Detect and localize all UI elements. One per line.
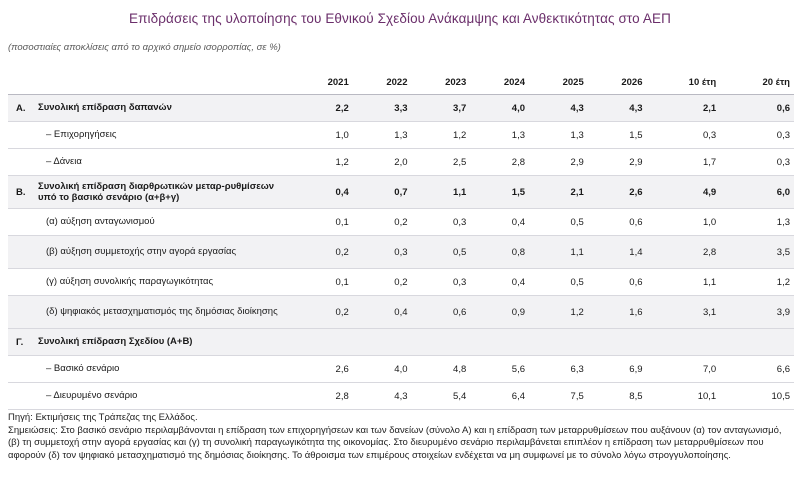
cell-value: 0,6	[588, 209, 647, 236]
cell-value: 2,8	[470, 149, 529, 176]
row-letter	[8, 356, 38, 383]
row-label: Συνολική επίδραση Σχεδίου (Α+Β)	[38, 329, 294, 356]
cell-value: 5,6	[470, 356, 529, 383]
cell-value: 1,6	[588, 296, 647, 329]
table-footer	[8, 412, 794, 462]
cell-value: 7,0	[647, 356, 721, 383]
row-label: (α) αύξηση ανταγωνισμού	[38, 209, 294, 236]
col-header: 20 έτη	[720, 70, 794, 95]
cell-value: 0,3	[647, 122, 721, 149]
cell-value: 4,3	[529, 95, 588, 122]
cell-value: 3,1	[647, 296, 721, 329]
cell-value: 0,3	[720, 122, 794, 149]
cell-value: 4,3	[588, 95, 647, 122]
cell-value: 0,6	[412, 296, 471, 329]
cell-value: 3,3	[353, 95, 412, 122]
cell-value: 4,0	[353, 356, 412, 383]
cell-value: 1,3	[720, 209, 794, 236]
cell-value: 0,2	[353, 269, 412, 296]
table-row	[8, 236, 794, 269]
cell-value: 4,0	[470, 95, 529, 122]
header-label-spacer	[38, 70, 294, 95]
cell-value	[720, 329, 794, 356]
col-header: 2026	[588, 70, 647, 95]
cell-value: 0,5	[412, 236, 471, 269]
cell-value: 0,5	[529, 269, 588, 296]
cell-value: 10,1	[647, 383, 721, 410]
cell-value: 1,1	[647, 269, 721, 296]
cell-value: 0,2	[294, 236, 353, 269]
cell-value: 0,8	[470, 236, 529, 269]
col-header: 2021	[294, 70, 353, 95]
cell-value: 10,5	[720, 383, 794, 410]
cell-value	[588, 329, 647, 356]
cell-value: 1,5	[588, 122, 647, 149]
cell-value: 2,1	[647, 95, 721, 122]
cell-value: 0,5	[529, 209, 588, 236]
cell-value: 1,2	[412, 122, 471, 149]
cell-value: 1,0	[294, 122, 353, 149]
cell-value: 1,0	[647, 209, 721, 236]
cell-value: 6,9	[588, 356, 647, 383]
table-subtitle: (ποσοστιαίες αποκλίσεις από το αρχικό σημείο ισορροπίας, σε %)	[8, 42, 281, 53]
cell-value: 3,7	[412, 95, 471, 122]
row-letter: Α.	[8, 95, 38, 122]
row-label: Συνολική επίδραση διαρθρωτικών μεταρ-ρυθμίσεων υπό το βασικό σενάριο (α+β+γ)	[38, 176, 294, 209]
cell-value: 0,3	[353, 236, 412, 269]
table-row	[8, 95, 794, 122]
table-row	[8, 329, 794, 356]
row-letter	[8, 149, 38, 176]
row-letter	[8, 383, 38, 410]
table-row	[8, 269, 794, 296]
cell-value: 0,2	[353, 209, 412, 236]
cell-value: 0,4	[470, 209, 529, 236]
row-label: – Δάνεια	[38, 149, 294, 176]
cell-value: 2,8	[647, 236, 721, 269]
cell-value: 8,5	[588, 383, 647, 410]
cell-value: 2,5	[412, 149, 471, 176]
cell-value: 0,4	[470, 269, 529, 296]
cell-value: 1,1	[412, 176, 471, 209]
cell-value: 0,4	[353, 296, 412, 329]
cell-value: 4,9	[647, 176, 721, 209]
row-letter	[8, 122, 38, 149]
header-row	[8, 70, 794, 95]
cell-value: 6,3	[529, 356, 588, 383]
cell-value: 0,3	[412, 269, 471, 296]
row-label: – Βασικό σενάριο	[38, 356, 294, 383]
col-header: 2022	[353, 70, 412, 95]
cell-value: 1,2	[529, 296, 588, 329]
col-header: 10 έτη	[647, 70, 721, 95]
table-row	[8, 149, 794, 176]
table-row	[8, 296, 794, 329]
cell-value: 0,3	[720, 149, 794, 176]
header-spacer	[8, 70, 38, 95]
cell-value: 2,0	[353, 149, 412, 176]
cell-value: 2,2	[294, 95, 353, 122]
row-letter	[8, 269, 38, 296]
cell-value: 6,4	[470, 383, 529, 410]
cell-value: 2,6	[588, 176, 647, 209]
cell-value: 1,1	[529, 236, 588, 269]
cell-value: 2,6	[294, 356, 353, 383]
cell-value	[412, 329, 471, 356]
data-table	[8, 70, 794, 410]
notes-text: Σημειώσεις: Στο βασικό σενάριο περιλαμβάνονται η επίδραση των επιχορηγήσεων και των δανείων (σύνολο Α) και η επίδραση των μεταρρυθμίσεων που αυξάνουν (α) τον ανταγωνισμό, (β) τη συμμετοχή στην αγορά εργασίας και (γ) τη συνολική παραγωγικότητα της οικονομίας. Στο διευρυμένο σενάριο περιλαμβάνεται επιπλέον η επίδραση των μεταρρυθμίσεων που αφορούν (δ) τον ψηφιακό μετασχηματισμό της δημόσιας διοίκησης. Το άθροισμα των επιμέρους στοιχείων ενδέχεται να μη συμφωνεί με το σύνολο λόγω στρογγυλοποίησης.	[8, 424, 782, 461]
cell-value: 1,3	[353, 122, 412, 149]
cell-value: 3,5	[720, 236, 794, 269]
row-label: (β) αύξηση συμμετοχής στην αγορά εργασίας	[38, 236, 294, 269]
row-label: – Επιχορηγήσεις	[38, 122, 294, 149]
source-note: Πηγή: Εκτιμήσεις της Τράπεζας της Ελλάδος.	[8, 412, 198, 423]
cell-value: 1,3	[529, 122, 588, 149]
cell-value	[529, 329, 588, 356]
row-label: – Διευρυμένο σενάριο	[38, 383, 294, 410]
table-row	[8, 209, 794, 236]
cell-value: 5,4	[412, 383, 471, 410]
cell-value	[470, 329, 529, 356]
cell-value	[353, 329, 412, 356]
row-label: Συνολική επίδραση δαπανών	[38, 95, 294, 122]
cell-value: 0,3	[412, 209, 471, 236]
row-letter: Β.	[8, 176, 38, 209]
col-header: 2024	[470, 70, 529, 95]
cell-value: 2,9	[529, 149, 588, 176]
cell-value: 1,7	[647, 149, 721, 176]
cell-value: 2,1	[529, 176, 588, 209]
table-row	[8, 356, 794, 383]
table-title: Επιδράσεις της υλοποίησης του Εθνικού Σχεδίου Ανάκαμψης και Ανθεκτικότητας στο ΑΕΠ	[129, 11, 671, 26]
cell-value: 0,4	[294, 176, 353, 209]
cell-value: 1,2	[720, 269, 794, 296]
cell-value: 2,8	[294, 383, 353, 410]
col-header: 2025	[529, 70, 588, 95]
cell-value: 1,2	[294, 149, 353, 176]
row-letter	[8, 236, 38, 269]
cell-value: 0,1	[294, 269, 353, 296]
row-letter	[8, 296, 38, 329]
row-letter: Γ.	[8, 329, 38, 356]
cell-value: 3,9	[720, 296, 794, 329]
cell-value: 7,5	[529, 383, 588, 410]
cell-value: 0,6	[720, 95, 794, 122]
cell-value: 0,6	[588, 269, 647, 296]
cell-value: 4,3	[353, 383, 412, 410]
cell-value: 6,6	[720, 356, 794, 383]
row-letter	[8, 209, 38, 236]
cell-value: 0,1	[294, 209, 353, 236]
table-row	[8, 122, 794, 149]
cell-value	[647, 329, 721, 356]
cell-value: 6,0	[720, 176, 794, 209]
cell-value: 1,4	[588, 236, 647, 269]
col-header: 2023	[412, 70, 471, 95]
row-label: (γ) αύξηση συνολικής παραγωγικότητας	[38, 269, 294, 296]
cell-value: 1,3	[470, 122, 529, 149]
cell-value: 2,9	[588, 149, 647, 176]
cell-value: 0,9	[470, 296, 529, 329]
cell-value: 0,2	[294, 296, 353, 329]
table-row	[8, 383, 794, 410]
cell-value: 1,5	[470, 176, 529, 209]
cell-value: 0,7	[353, 176, 412, 209]
row-label: (δ) ψηφιακός μετασχηματισμός της δημόσιας διοίκησης	[38, 296, 294, 329]
cell-value: 4,8	[412, 356, 471, 383]
table-row	[8, 176, 794, 209]
cell-value	[294, 329, 353, 356]
